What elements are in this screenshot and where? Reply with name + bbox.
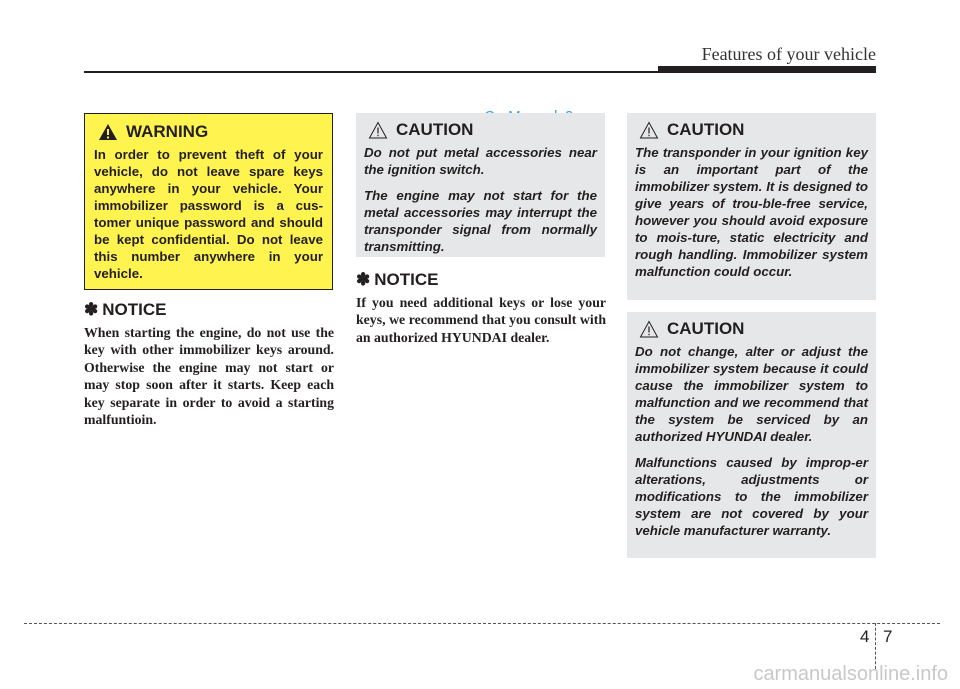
- footer-dashed-rule: [24, 623, 940, 624]
- notice-left-text: When starting the engine, do not use the key with other immobilizer keys around. Otherwise the engine may not start or may stop soon after it starts. Keep each key separate in order to avoid a starting malfuntioin.: [84, 325, 334, 428]
- notice-left: [84, 300, 334, 428]
- warning-title: [94, 122, 323, 142]
- notice-star-icon: ✽: [84, 300, 99, 319]
- caution-middle-paragraph-2: The engine may not start for the metal accessories may interrupt the transponder signal from normally transmitting.: [364, 188, 597, 254]
- footer-watermark: carmanualsonline.info: [753, 663, 948, 685]
- caution-right-top-title: [635, 120, 868, 140]
- notice-left-title-text: NOTICE: [102, 300, 167, 319]
- notice-star-icon: ✽: [356, 270, 371, 289]
- notice-left-title: [84, 300, 334, 320]
- caution-right-bottom-paragraph-1: Do not change, alter or adjust the immobilizer system because it could cause the immobilizer system to malfunction and we recommend that the system be serviced by an authorized HYUNDAI dealer.: [635, 344, 868, 444]
- header-rule-accent: [658, 66, 876, 72]
- notice-middle-text: If you need additional keys or lose your keys, we recommend that you consult with an authorized HYUNDAI dealer.: [356, 295, 606, 345]
- caution-box-right-top: [627, 113, 876, 300]
- caution-triangle-icon: [639, 320, 659, 338]
- caution-box-right-bottom: [627, 312, 876, 558]
- notice-middle-title-text: NOTICE: [374, 270, 439, 289]
- caution-middle-title: [364, 120, 597, 140]
- notice-middle-title: [356, 270, 606, 290]
- warning-title-text: WARNING: [126, 122, 209, 141]
- caution-right-bottom-title-text: CAUTION: [667, 319, 745, 338]
- page-number: 7: [883, 627, 893, 646]
- warning-triangle-icon: [98, 123, 118, 141]
- caution-triangle-icon: [368, 121, 388, 139]
- section-number: 4: [860, 627, 870, 646]
- warning-text: In order to prevent theft of your vehicle, do not leave spare keys anywhere in your vehicle. Your immobilizer password is a cus-tomer unique password and should be kept confidential. Do not leave this number anywhere in your vehicle.: [94, 147, 323, 281]
- page-header-title: Features of your vehicle: [701, 44, 876, 64]
- caution-right-bottom-paragraph-2: Malfunctions caused by improp-er alterations, adjustments or modifications to the immobilizer system are not covered by your vehicle manufacturer warranty.: [635, 455, 868, 538]
- caution-right-bottom-title: [635, 319, 868, 339]
- notice-middle: [356, 270, 606, 346]
- warning-box: [84, 113, 333, 290]
- caution-right-top-title-text: CAUTION: [667, 120, 745, 139]
- caution-box-middle: [356, 113, 605, 257]
- caution-right-top-paragraph-1: The transponder in your ignition key is an important part of the immobilizer system. It is designed to give years of trou-ble-free service, however you should avoid exposure to mois-ture, static electricity and rough handling. Immobilizer system malfunction could occur.: [635, 145, 868, 279]
- caution-middle-paragraph-1: Do not put metal accessories near the ignition switch.: [364, 145, 597, 177]
- caution-triangle-icon: [639, 121, 659, 139]
- caution-middle-title-text: CAUTION: [396, 120, 474, 139]
